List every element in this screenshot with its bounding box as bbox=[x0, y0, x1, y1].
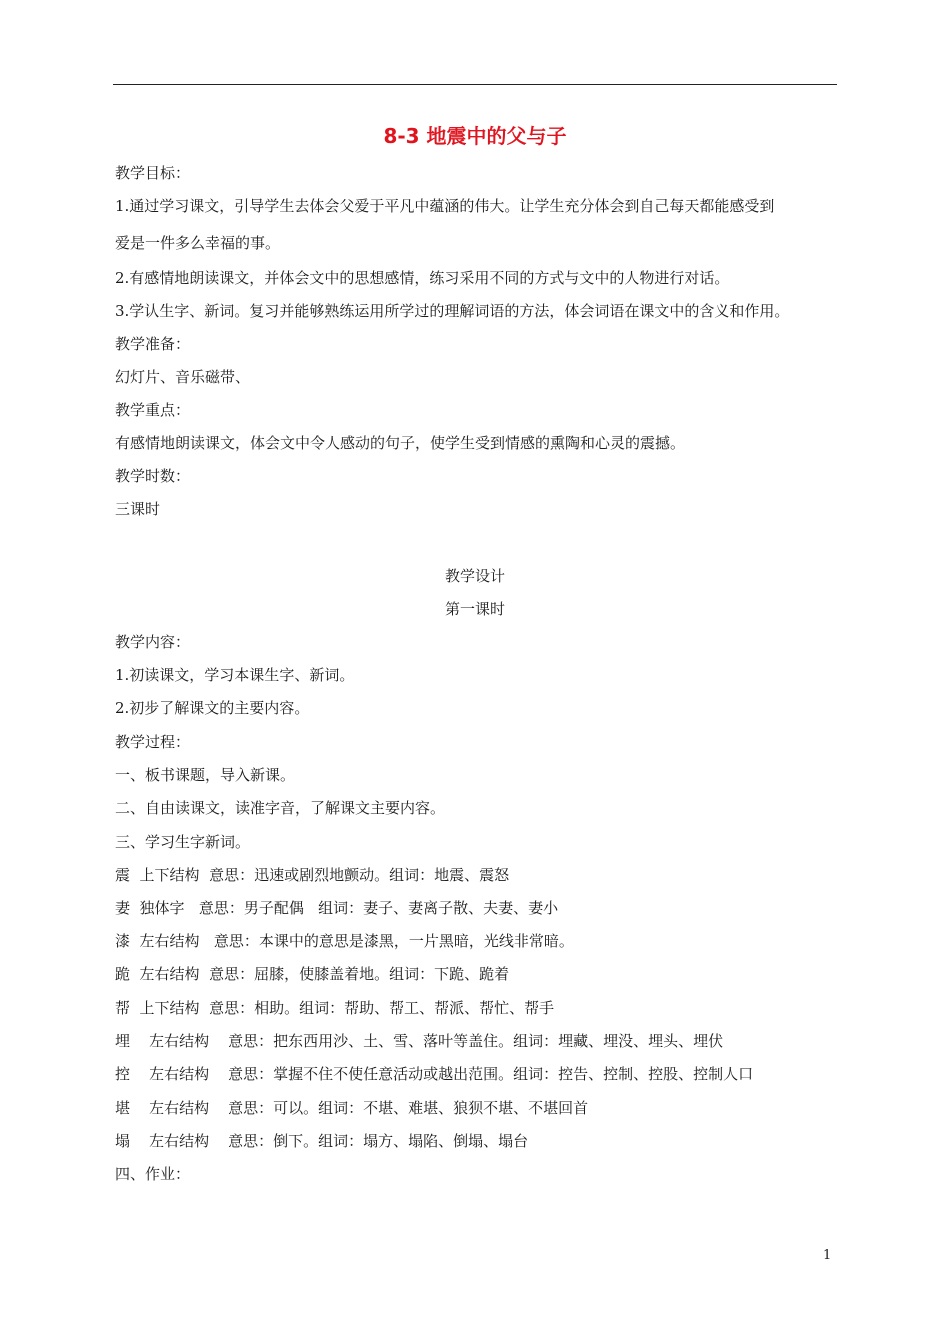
hours-text: 三课时 bbox=[115, 500, 161, 518]
character-entry: 震 上下结构 意思：迅速或剧烈地颤动。组词：地震、震怒 bbox=[115, 866, 510, 884]
preparation-heading: 教学准备： bbox=[115, 335, 191, 353]
character-entry: 堪 左右结构 意思：可以。组词：不堪、难堪、狼狈不堪、不堪回首 bbox=[115, 1099, 589, 1117]
character-entry: 控 左右结构 意思：掌握不住不使任意活动或越出范围。组词：控告、控制、控股、控制人口 bbox=[115, 1065, 754, 1083]
objective-item: 2.有感情地朗读课文，并体会文中的思想感情，练习采用不同的方式与文中的人物进行对话。 bbox=[115, 269, 730, 287]
character-entry: 帮 上下结构 意思：相助。组词：帮助、帮工、帮派、帮忙、帮手 bbox=[115, 999, 555, 1017]
process-step: 二、自由读课文，读准字音，了解课文主要内容。 bbox=[115, 799, 446, 817]
character-entry: 漆 左右结构 意思：本课中的意思是漆黑，一片黑暗，光线非常暗。 bbox=[115, 932, 574, 950]
content-item: 2.初步了解课文的主要内容。 bbox=[115, 699, 310, 717]
preparation-text: 幻灯片、音乐磁带、 bbox=[115, 368, 251, 386]
key-points-heading: 教学重点： bbox=[115, 401, 191, 419]
character-entry: 跪 左右结构 意思：屈膝，使膝盖着地。组词：下跪、跪着 bbox=[115, 965, 510, 983]
content-item: 1.初读课文，学习本课生字、新词。 bbox=[115, 666, 355, 684]
key-points-text: 有感情地朗读课文，体会文中令人感动的句子，使学生受到情感的熏陶和心灵的震撼。 bbox=[115, 434, 686, 452]
content-heading: 教学内容： bbox=[115, 633, 191, 651]
page-title: 8-3 地震中的父与子 bbox=[383, 124, 567, 148]
lesson-heading: 第一课时 bbox=[444, 600, 505, 618]
homework-heading: 四、作业： bbox=[115, 1165, 191, 1183]
process-step: 三、学习生字新词。 bbox=[115, 833, 251, 851]
objectives-heading: 教学目标： bbox=[115, 164, 191, 182]
objective-item: 3.学认生字、新词。复习并能够熟练运用所学过的理解词语的方法，体会词语在课文中的含义和作用。 bbox=[115, 302, 790, 320]
character-entry: 妻 独体字 意思：男子配偶 组词：妻子、妻离子散、夫妻、妻小 bbox=[115, 899, 559, 917]
header-rule bbox=[113, 84, 837, 85]
design-heading: 教学设计 bbox=[444, 567, 505, 585]
character-entry: 塌 左右结构 意思：倒下。组词：塌方、塌陷、倒塌、塌台 bbox=[115, 1132, 529, 1150]
character-entry: 埋 左右结构 意思：把东西用沙、土、雪、落叶等盖住。组词：埋藏、埋没、埋头、埋伏 bbox=[115, 1032, 724, 1050]
objective-item: 1.通过学习课文，引导学生去体会父爱于平凡中蕴涵的伟大。让学生充分体会到自己每天都能感受到 bbox=[115, 197, 775, 215]
process-heading: 教学过程： bbox=[115, 733, 191, 751]
page-number: 1 bbox=[823, 1248, 832, 1263]
process-step: 一、板书课题，导入新课。 bbox=[115, 766, 296, 784]
hours-heading: 教学时数： bbox=[115, 467, 191, 485]
objective-item: 爱是一件多么幸福的事。 bbox=[115, 234, 281, 252]
